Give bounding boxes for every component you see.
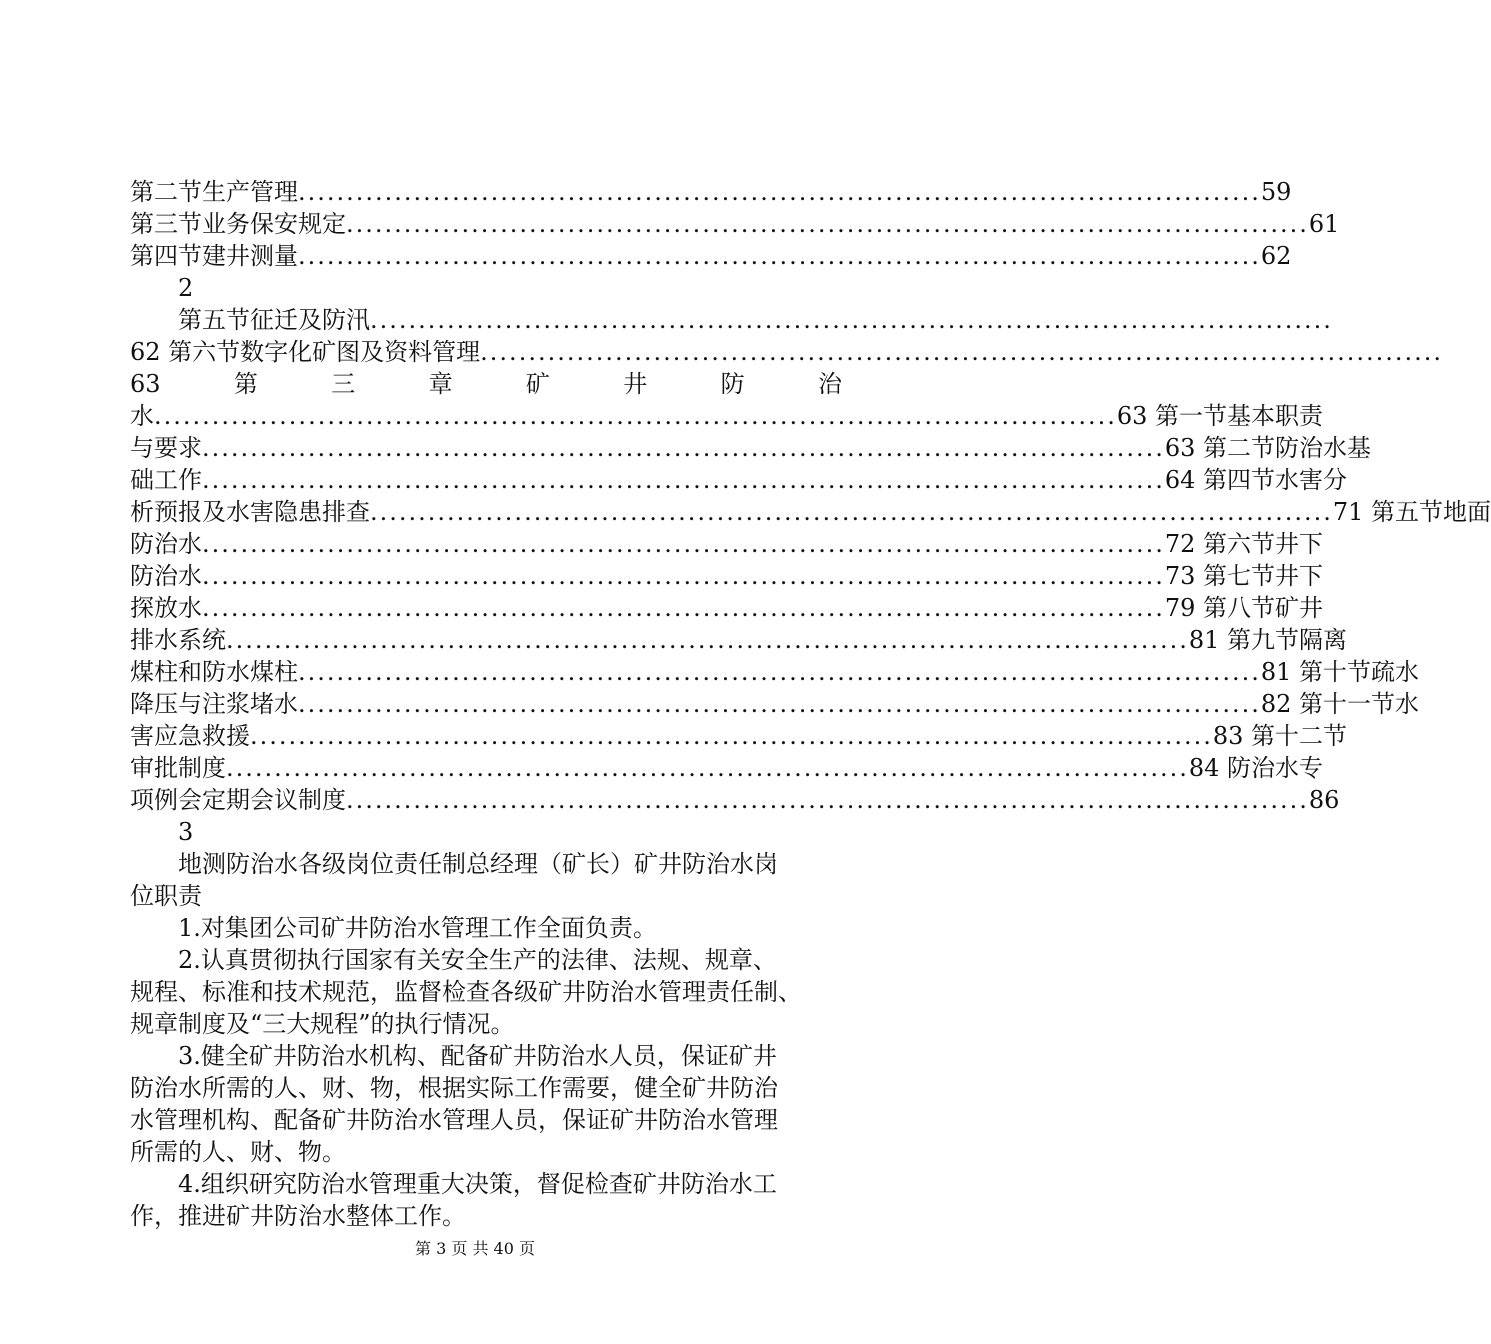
toc-flow-line	[130, 656, 1420, 688]
toc-flow-page-and-next: 72 第六节井下	[1164, 530, 1324, 558]
toc-flow-text: 水	[130, 402, 154, 430]
toc-entry	[130, 208, 1340, 240]
toc-flow-line	[130, 496, 1491, 528]
toc-entry	[130, 240, 1292, 272]
toc-flow-text: 排水系统	[130, 626, 226, 654]
toc-flow-token: 63	[130, 370, 161, 398]
toc-dot-leader: ....................................................................................................	[202, 466, 1165, 494]
toc-flow-line	[130, 432, 1372, 464]
toc-entry-title: 第三节业务保安规定	[130, 210, 346, 238]
toc-dot-leader: ....................................................................................................	[226, 626, 1189, 654]
toc-flow-token: 防	[720, 370, 745, 398]
toc-entry-page: 59	[1260, 178, 1292, 206]
toc-flow-line	[130, 688, 1420, 720]
paragraph-3: 3.健全矿井防治水机构、配备矿井防治水人员，保证矿井	[178, 1042, 777, 1070]
page-number-marker: 3	[178, 818, 194, 846]
toc-flow-text: 防治水	[130, 530, 202, 558]
toc-flow-line	[130, 720, 1348, 752]
toc-entry	[130, 176, 1292, 208]
toc-flow-token: 治	[817, 370, 842, 398]
toc-flow-page-and-next: 84 防治水专	[1188, 754, 1324, 782]
toc-dot-leader: ....................................................................................................	[298, 242, 1261, 270]
toc-dot-leader: ....................................................................................................	[202, 594, 1165, 622]
toc-flow-line	[130, 400, 1324, 432]
toc-flow-text: 审批制度	[130, 754, 226, 782]
toc-dot-leader: ....................................................................................................	[298, 178, 1261, 206]
toc-dot-leader: ....................................................................................................	[298, 690, 1261, 718]
toc-flow-line	[130, 624, 1348, 656]
toc-dot-leader: ....................................................................................................	[370, 498, 1333, 526]
toc-dot-leader: ....................................................................................................	[202, 562, 1165, 590]
toc-flow-page-and-next: 63 第一节基本职责	[1116, 402, 1324, 430]
toc-flow-page-and-next: 79 第八节矿井	[1164, 594, 1324, 622]
toc-flow-text: 防治水	[130, 562, 202, 590]
toc-flow-page-and-next: 71 第五节地面	[1332, 498, 1491, 526]
toc-dot-leader: ....................................................................................................	[226, 754, 1189, 782]
paragraph-4-line: 作，推进矿井防治水整体工作。	[130, 1202, 466, 1230]
toc-flow-line	[130, 784, 1340, 816]
toc-flow-line	[130, 336, 1444, 368]
paragraph-3-line: 水管理机构、配备矿井防治水管理人员，保证矿井防治水管理	[130, 1106, 778, 1134]
toc-flow-text: 探放水	[130, 594, 202, 622]
toc-dot-leader: ....................................................................................................	[154, 402, 1117, 430]
toc-entry-title: 第四节建井测量	[130, 242, 298, 270]
toc-flow-text: 害应急救援	[130, 722, 250, 750]
toc-flow-text: 与要求	[130, 434, 202, 462]
section-heading: 地测防治水各级岗位责任制总经理（矿长）矿井防治水岗	[178, 850, 778, 878]
toc-flow-line	[130, 592, 1324, 624]
toc-flow-line	[178, 304, 1333, 336]
toc-flow-page-and-next: 82 第十一节水	[1260, 690, 1420, 718]
toc-dot-leader: ....................................................................................................	[250, 722, 1213, 750]
toc-flow-line	[130, 752, 1324, 784]
toc-entry-page: 61	[1308, 210, 1340, 238]
toc-flow-line	[130, 464, 1348, 496]
paragraph-3-line: 防治水所需的人、财、物，根据实际工作需要，健全矿井防治	[130, 1074, 778, 1102]
page-number-marker: 2	[178, 274, 194, 302]
paragraph-1: 1.对集团公司矿井防治水管理工作全面负责。	[178, 914, 657, 942]
toc-flow-text: 析预报及水害隐患排查	[130, 498, 370, 526]
toc-flow-text: 础工作	[130, 466, 202, 494]
toc-dot-leader: ....................................................................................................	[298, 658, 1261, 686]
toc-flow-line	[130, 528, 1324, 560]
toc-entry-page: 62	[1260, 242, 1292, 270]
toc-flow-token: 井	[623, 370, 648, 398]
toc-dot-leader: ....................................................................................................	[346, 210, 1309, 238]
toc-flow-page-and-next: 73 第七节井下	[1164, 562, 1324, 590]
toc-flow-text: 62 第六节数字化矿图及资料管理	[130, 338, 481, 366]
toc-flow-text: 煤柱和防水煤柱	[130, 658, 298, 686]
toc-flow-text: 降压与注浆堵水	[130, 690, 298, 718]
toc-flow-text: 项例会定期会议制度	[130, 786, 346, 814]
paragraph-4: 4.组织研究防治水管理重大决策，督促检查矿井防治水工	[178, 1170, 777, 1198]
paragraph-2-line: 规程、标准和技术规范，监督检查各级矿井防治水管理责任制、	[130, 978, 802, 1006]
toc-flow-page-and-next: 63 第二节防治水基	[1164, 434, 1372, 462]
paragraph-3-line: 所需的人、财、物。	[130, 1138, 346, 1166]
toc-flow-justified-line	[130, 368, 842, 400]
toc-flow-page-and-next: 64 第四节水害分	[1164, 466, 1348, 494]
toc-flow-token: 三	[331, 370, 356, 398]
toc-flow-page-and-next: 81 第九节隔离	[1188, 626, 1348, 654]
section-heading-continued: 位职责	[130, 882, 202, 910]
toc-flow-page-and-next: 83 第十二节	[1212, 722, 1348, 750]
toc-flow-page: 86	[1308, 786, 1340, 814]
toc-flow-page-and-next: 81 第十节疏水	[1260, 658, 1420, 686]
toc-flow-token: 第	[233, 370, 258, 398]
page-footer: 第 3 页 共 40 页	[415, 1239, 535, 1258]
toc-dot-leader: ....................................................................................................	[346, 786, 1309, 814]
toc-flow-token: 章	[428, 370, 453, 398]
toc-entry-title: 第二节生产管理	[130, 178, 298, 206]
toc-dot-leader: ....................................................................................................	[480, 338, 1444, 366]
paragraph-2: 2.认真贯彻执行国家有关安全生产的法律、法规、规章、	[178, 946, 777, 974]
paragraph-2-line: 规章制度及“三大规程”的执行情况。	[130, 1010, 515, 1038]
toc-dot-leader: ....................................................................................................	[202, 530, 1165, 558]
toc-flow-line	[130, 560, 1324, 592]
toc-dot-leader: ....................................................................................................	[202, 434, 1165, 462]
toc-flow-text: 第五节征迁及防汛	[178, 306, 370, 334]
toc-dot-leader: ....................................................................................................	[370, 306, 1333, 334]
toc-flow-token: 矿	[525, 370, 550, 398]
